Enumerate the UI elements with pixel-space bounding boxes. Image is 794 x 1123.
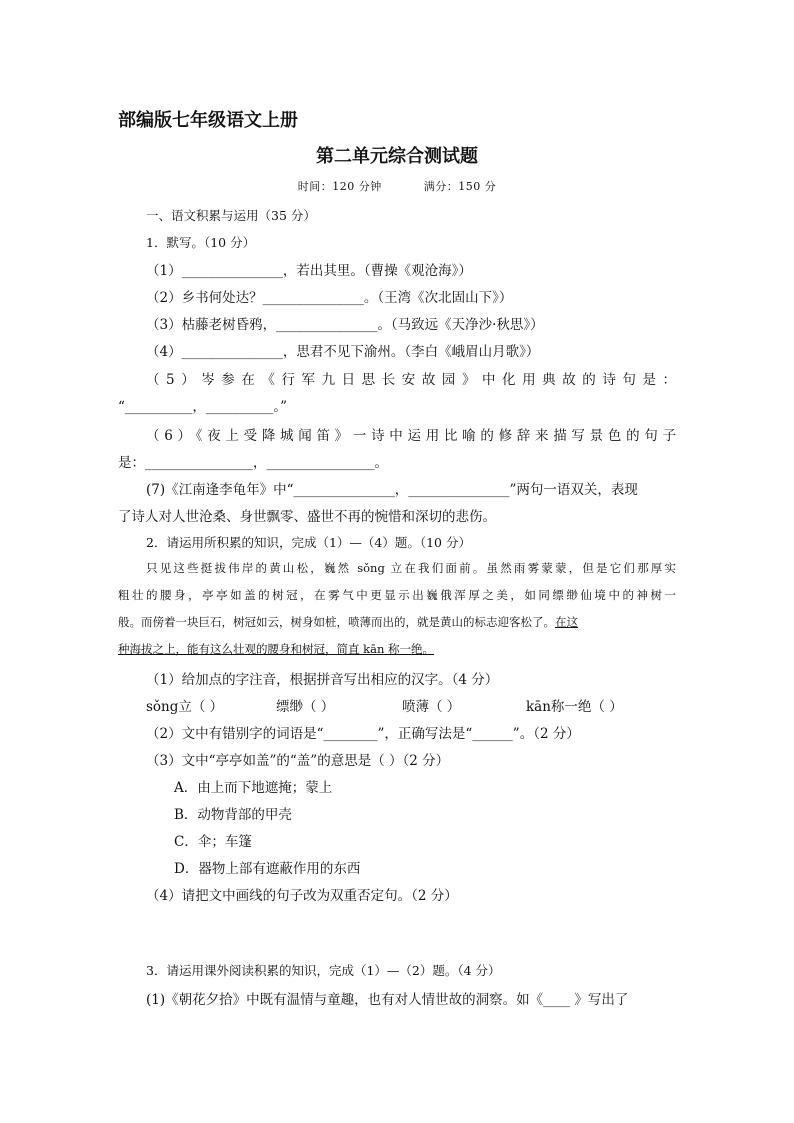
exam-meta — [0, 178, 794, 194]
q2-sub-4: （4）请把文中画线的句子改为双重否定句。（2 分） — [146, 888, 458, 904]
passage-line-3-plain: 般。而傍着一块巨石，树冠如云，树身如桩，喷薄而出的，就是黄山的标志迎客松了。 — [118, 615, 555, 629]
passage-line-4-underlined: 种海拔之上，能有这么壮观的腰身和树冠，简直 kān 称一绝。 — [118, 642, 435, 656]
book-label: 部编版七年级语文上册 — [118, 110, 298, 131]
question-1-stem: 1．默写。（10 分） — [146, 235, 256, 250]
q1-item-6-line-1: （6）《夜上受降城闻笛》一诗中运用比喻的修辞来描写景色的句子 — [146, 428, 676, 444]
q1-item-2: （2）乡书何处达？_______________。（王湾《次北固山下》） — [146, 290, 513, 306]
pinyin-item-2: 缥缈（ ） — [276, 699, 335, 715]
q1-item-6-line-2: 是：________________，________________。 — [118, 455, 388, 471]
option-d: D．器物上部有遮蔽作用的东西 — [174, 861, 361, 877]
q2-sub-3: （3）文中“亭亭如盖”的“盖”的意思是（ ）（2 分） — [146, 753, 450, 769]
pinyin-item-1: sǒng立（ ） — [146, 699, 224, 715]
q1-item-1: （1）_______________，若出其里。（曹操《观沧海》） — [146, 263, 472, 279]
q3-line-1: (1)《朝花夕拾》中既有温情与童趣，也有对人情世故的洞察。如《____ 》写出了 — [146, 992, 629, 1008]
option-b: B．动物背部的甲壳 — [174, 807, 292, 823]
pinyin-item-4: kān称一绝（ ） — [526, 699, 623, 715]
passage-line-3 — [118, 614, 578, 630]
q1-item-4: （4）_______________，思君不见下渝州。（李白《峨眉山月歌》） — [146, 344, 540, 360]
q1-item-3: （3）枯藤老树昏鸦，_______________。（马致远《天净沙·秋思》） — [146, 317, 544, 333]
q2-sub-1: （1）给加点的字注音，根据拼音写出相应的汉字。（4 分） — [146, 672, 499, 688]
q1-item-5-line-2: “__________，__________。” — [118, 399, 288, 415]
option-c: C．伞；车篷 — [174, 834, 252, 850]
question-2-stem: 2．请运用所积累的知识，完成（1）—（4）题。（10 分） — [146, 535, 471, 550]
option-a: A．由上而下地遮掩；蒙上 — [174, 780, 333, 796]
q1-item-7-line-2: 了诗人对人世沧桑、身世飘零、盛世不再的惋惜和深切的悲伤。 — [118, 509, 496, 525]
page-title: 第二单元综合测试题 — [316, 146, 478, 167]
question-3-stem: 3．请运用课外阅读积累的知识，完成（1）—（2）题。（4 分） — [146, 963, 501, 978]
q1-item-5-line-1: （5）岑参在《行军九日思长安故园》中化用典故的诗句是： — [146, 372, 676, 388]
section-heading: 一、语文积累与运用（35 分） — [146, 208, 316, 223]
passage-line-2: 粗壮的腰身，亭亭如盖的树冠，在雾气中更显示出巍俄浑厚之美，如同缥缈仙境中的神树一 — [118, 588, 676, 602]
passage-underlined-start: 在这 — [555, 615, 578, 629]
passage-line-1: 只见这些挺拔伟岸的黄山松，巍然 sǒng 立在我们面前。虽然雨雾蒙蒙，但是它们那厚实 — [146, 561, 676, 575]
exam-score: 满分：150 分 — [423, 180, 497, 193]
q1-item-7-line-1: (7)《江南逢李龟年》中“_______________，_______________”两句一语双关，表现 — [146, 482, 638, 498]
exam-time: 时间：120 分钟 — [297, 180, 382, 193]
q2-sub-2: （2）文中有错别字的词语是“________”，正确写法是“______”。（2 分） — [146, 726, 580, 742]
pinyin-item-3: 喷薄（ ） — [402, 699, 461, 715]
